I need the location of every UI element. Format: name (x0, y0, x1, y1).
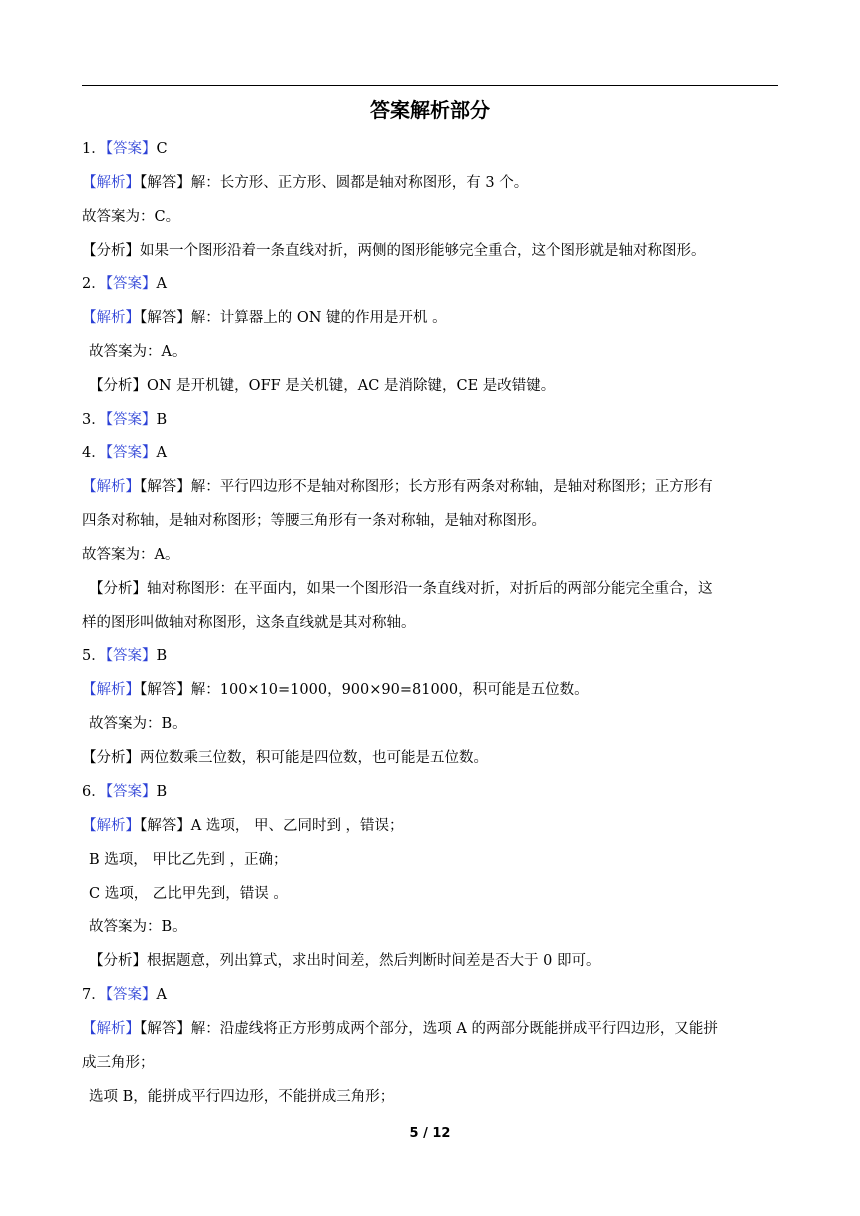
answer-line-3: 3．【答案】B (82, 412, 168, 428)
answer-line-5: 5．【答案】B (82, 648, 168, 664)
page-number: 5 / 12 (409, 1126, 451, 1141)
page-title: 答案解析部分 (370, 98, 490, 122)
text-line: 【分析】轴对称图形：在平面内，如果一个图形沿一条直线对折，对折后的两部分能完全重合，这 (89, 581, 713, 597)
text-line: 故答案为：B。 (89, 716, 187, 732)
answer-tag: 【答案】 (105, 987, 157, 1003)
answer-tag: 【答案】 (105, 648, 157, 664)
answer-tag: 【答案】 (105, 141, 157, 157)
analysis-tag: 【解析】 (82, 1021, 140, 1037)
analysis-tag: 【解析】 (82, 818, 140, 834)
text-line: 选项 B，能拼成平行四边形，不能拼成三角形； (89, 1089, 395, 1105)
text-line: 【分析】ON 是开机键，OFF 是关机键，AC 是消除键，CE 是改错键。 (89, 378, 556, 394)
text-line: 故答案为：A。 (89, 344, 187, 360)
answer-line-4: 4．【答案】A (82, 445, 167, 461)
answer-tag: 【答案】 (105, 445, 157, 461)
solution-line: 【解析】【解答】解：沿虚线将正方形剪成两个部分，选项 A 的两部分既能拼成平行四边形，又能拼 (82, 1021, 718, 1037)
text-line: 故答案为：A。 (82, 547, 180, 563)
solution-line: 【解析】【解答】A 选项， 甲、乙同时到 ，错误； (82, 818, 404, 834)
analysis-tag: 【解析】 (82, 682, 140, 698)
text-line: 故答案为：B。 (89, 919, 187, 935)
header-rule (82, 85, 778, 86)
answer-tag: 【答案】 (105, 276, 157, 292)
text-line: 故答案为：C。 (82, 209, 181, 225)
answer-tag: 【答案】 (105, 784, 157, 800)
text-line: 【分析】根据题意，列出算式，求出时间差，然后判断时间差是否大于 0 即可。 (89, 953, 601, 969)
analysis-tag: 【解析】 (82, 310, 140, 326)
answer-tag: 【答案】 (105, 412, 157, 428)
solution-line: 【解析】【解答】解：长方形、正方形、圆都是轴对称图形，有 3 个。 (82, 175, 529, 191)
analysis-tag: 【解析】 (82, 479, 140, 495)
solution-line: 【解析】【解答】解：100×10=1000，900×90=81000，积可能是五位数。 (82, 682, 589, 698)
solution-line: 【解析】【解答】解：计算器上的 ON 键的作用是开机 。 (82, 310, 447, 326)
text-line: 【分析】两位数乘三位数，积可能是四位数，也可能是五位数。 (82, 750, 488, 766)
text-line: 四条对称轴，是轴对称图形；等腰三角形有一条对称轴，是轴对称图形。 (82, 513, 546, 529)
text-line: B 选项， 甲比乙先到 ，正确； (89, 852, 288, 868)
text-line: 成三角形； (82, 1055, 155, 1071)
answer-line-6: 6．【答案】B (82, 784, 168, 800)
analysis-tag: 【解析】 (82, 175, 140, 191)
answer-line-1: 1．【答案】C (82, 141, 168, 157)
text-line: 【分析】如果一个图形沿着一条直线对折，两侧的图形能够完全重合，这个图形就是轴对称图形。 (82, 243, 706, 259)
answer-line-2: 2．【答案】A (82, 276, 167, 292)
solution-line: 【解析】【解答】解：平行四边形不是轴对称图形；长方形有两条对称轴，是轴对称图形；正方形有 (82, 479, 713, 495)
answer-line-7: 7．【答案】A (82, 987, 167, 1003)
text-line: 样的图形叫做轴对称图形，这条直线就是其对称轴。 (82, 615, 416, 631)
text-line: C 选项， 乙比甲先到，错误 。 (89, 886, 288, 902)
